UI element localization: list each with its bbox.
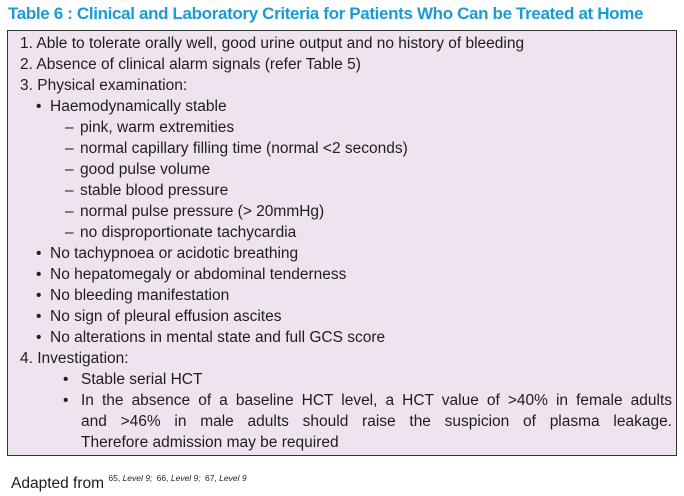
bullet-icon: • <box>63 371 69 388</box>
bullet-item <box>36 306 282 327</box>
bullet-icon: • <box>36 287 42 304</box>
reference-67: 67, Level 9 <box>204 473 247 483</box>
bullet-icon: • <box>36 308 42 325</box>
bullet-text: No hepatomegaly or abdominal tenderness <box>50 266 347 283</box>
dash-icon: – <box>65 119 74 136</box>
criterion-text: Physical examination: <box>37 77 188 94</box>
bullet-text-line: In the absence of a baseline HCT level, a HCT value of >40% in female adults <box>81 392 672 409</box>
bullet-item <box>36 285 229 306</box>
criterion-4 <box>20 348 129 369</box>
bullet-text-line: Therefore admission may be required <box>81 434 339 451</box>
bullet-text: No sign of pleural effusion ascites <box>50 308 282 325</box>
bullet-icon: • <box>36 98 42 115</box>
bullet-item <box>36 96 227 117</box>
criterion-1 <box>20 33 524 54</box>
bullet-icon: • <box>36 266 42 283</box>
criterion-number: 4. <box>20 350 33 367</box>
criteria-box <box>7 30 677 456</box>
bullet-item <box>36 264 346 285</box>
sub-item-text: good pulse volume <box>80 161 211 178</box>
reference-65: 65, Level 9; <box>108 473 153 483</box>
bullet-text: No bleeding manifestation <box>50 287 230 304</box>
criterion-text: Able to tolerate orally well, good urine output and no history of bleeding <box>36 35 525 52</box>
bullet-item <box>36 243 298 264</box>
criterion-number: 2. <box>20 56 33 73</box>
sub-item <box>65 138 408 159</box>
sub-item-text: normal pulse pressure (> 20mmHg) <box>80 203 325 220</box>
source-note <box>11 468 247 494</box>
sub-item <box>65 117 234 138</box>
criterion-2 <box>20 54 361 75</box>
bullet-icon: • <box>36 329 42 346</box>
bullet-icon: • <box>36 245 42 262</box>
criterion-3 <box>20 75 187 96</box>
sub-item-text: stable blood pressure <box>80 182 229 199</box>
sub-item-text: no disproportionate tachycardia <box>80 224 297 241</box>
reference-66: 66, Level 9; <box>156 473 201 483</box>
bullet-text: Stable serial HCT <box>81 371 203 388</box>
bullet-text-line: and >46% in male adults should raise the suspicion of plasma leakage. <box>81 413 672 430</box>
source-note-label: Adapted from <box>11 475 105 492</box>
criterion-text: Absence of clinical alarm signals (refer Table 5) <box>36 56 361 73</box>
sub-item-text: pink, warm extremities <box>80 119 235 136</box>
bullet-text: Haemodynamically stable <box>50 98 227 115</box>
sub-item <box>65 201 324 222</box>
dash-icon: – <box>65 182 74 199</box>
criterion-text: Investigation: <box>37 350 129 367</box>
dash-icon: – <box>65 161 74 178</box>
bullet-icon: • <box>63 392 69 409</box>
dash-icon: – <box>65 140 74 157</box>
bullet-item <box>36 327 385 348</box>
sub-item <box>65 159 210 180</box>
bullet-text: No tachypnoea or acidotic breathing <box>50 245 299 262</box>
dash-icon: – <box>65 224 74 241</box>
sub-item-text: normal capillary filling time (normal <2 seconds) <box>80 140 408 157</box>
bullet-text: No alterations in mental state and full GCS score <box>50 329 386 346</box>
dash-icon: – <box>65 203 74 220</box>
sub-item <box>65 222 296 243</box>
criterion-number: 1. <box>20 35 33 52</box>
sub-item <box>65 180 228 201</box>
criterion-number: 3. <box>20 77 33 94</box>
bullet-item <box>63 369 202 390</box>
table-title: Table 6 : Clinical and Laboratory Criteria for Patients Who Can be Treated at Home <box>8 4 644 23</box>
